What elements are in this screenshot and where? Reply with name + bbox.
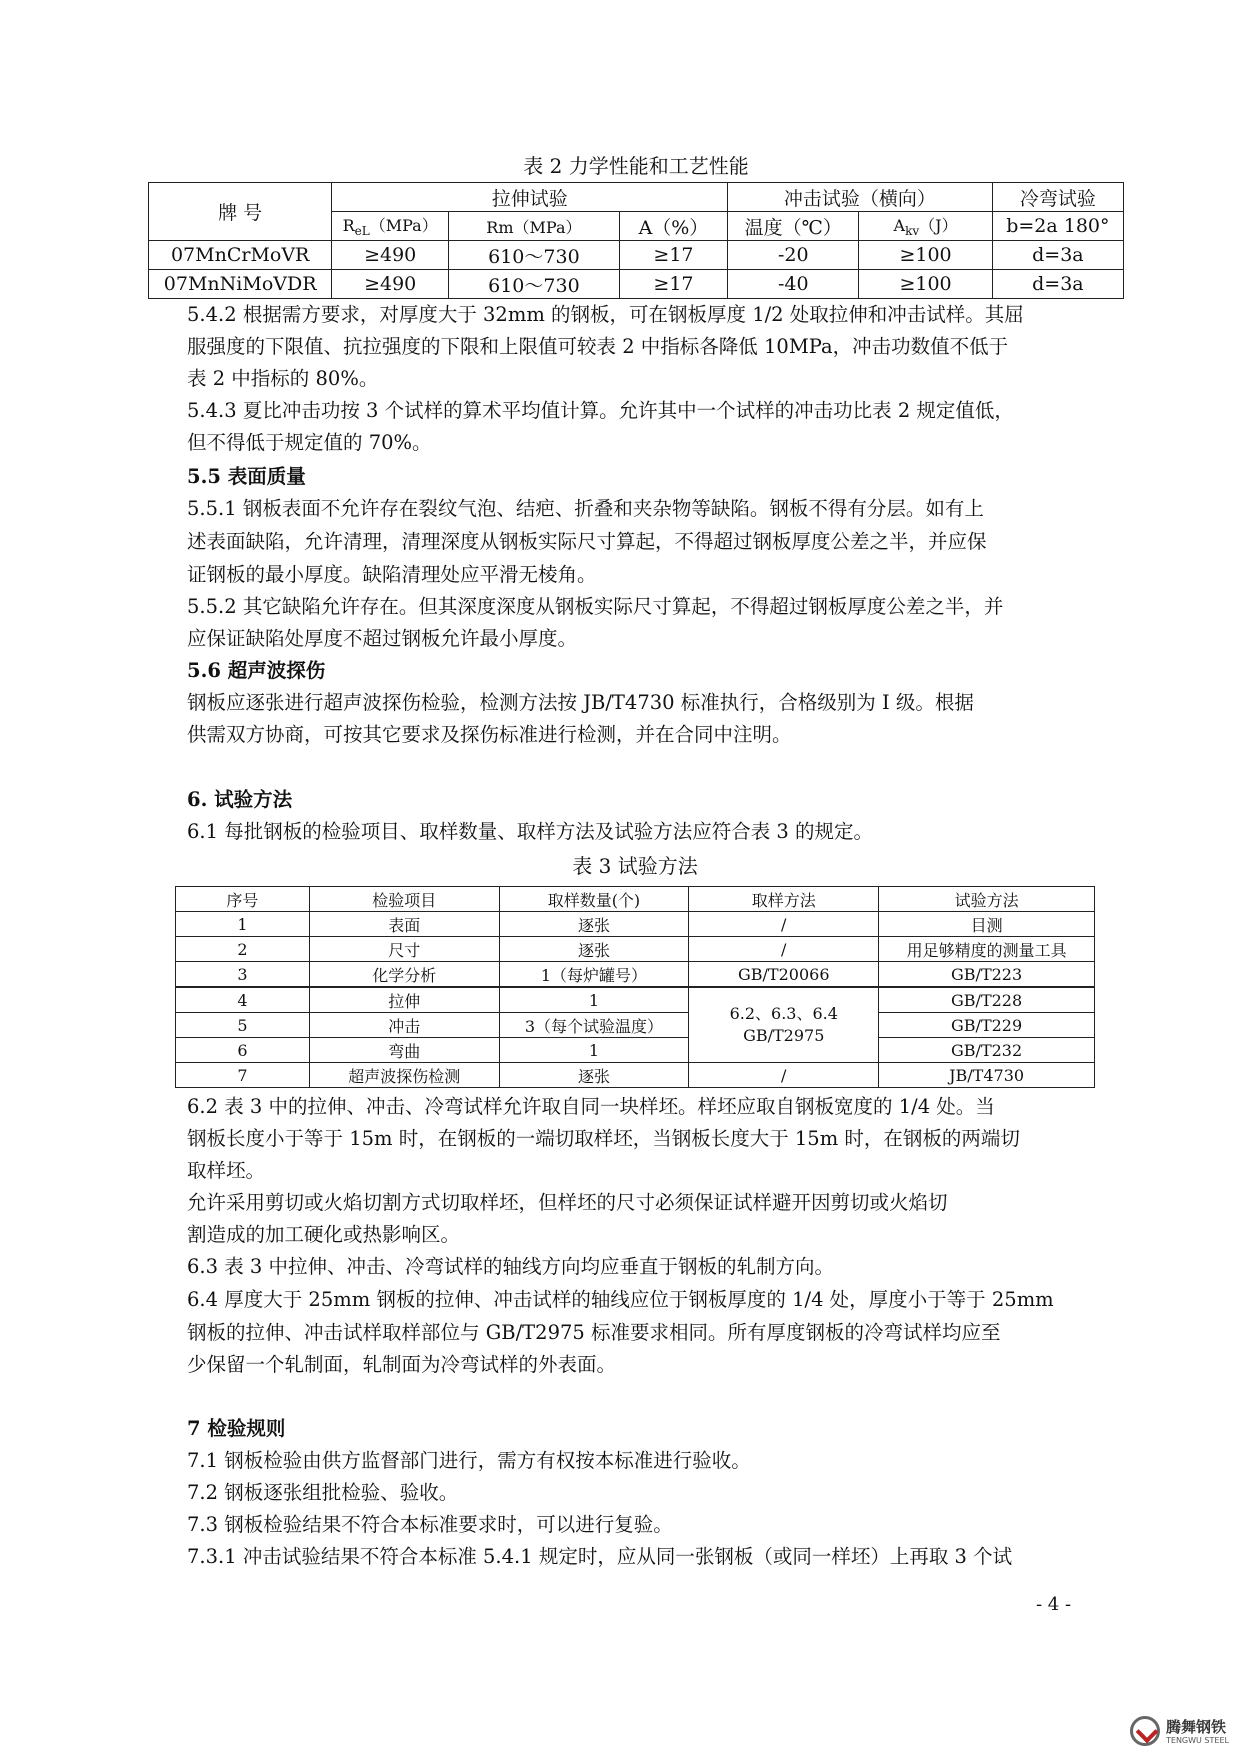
logo-mark-icon bbox=[1130, 1716, 1160, 1746]
table-cell: / bbox=[689, 937, 879, 962]
rel-sub: eL bbox=[354, 224, 370, 239]
text-line: 7.2 钢板逐张组批检验、验收。 bbox=[187, 1481, 459, 1504]
header-cell: 取样数量(个) bbox=[499, 887, 689, 912]
table-row bbox=[149, 241, 1124, 270]
table-cell: -40 bbox=[728, 270, 859, 299]
table-cell: GB/T223 bbox=[879, 962, 1095, 988]
table-cell: 4 bbox=[176, 987, 310, 1013]
text-line: 钢板长度小于等于 15m 时，在钢板的一端切取样坯，当钢板长度大于 15m 时，在钢板的两端切 bbox=[187, 1127, 1020, 1150]
logo-text-cn: 腾舞钢铁 bbox=[1166, 1718, 1227, 1736]
table-row bbox=[176, 912, 1095, 937]
table-row bbox=[176, 937, 1095, 962]
table-cell: 1 bbox=[176, 912, 310, 937]
table-cell: 拉伸 bbox=[309, 987, 499, 1013]
table-cell: 目测 bbox=[879, 912, 1095, 937]
table-cell: 07MnNiMoVDR bbox=[149, 270, 332, 299]
table2-caption: 表 2 力学性能和工艺性能 bbox=[523, 154, 749, 178]
table-row bbox=[176, 987, 1095, 1013]
text-line: 钢板应逐张进行超声波探伤检验，检测方法按 JB/T4730 标准执行，合格级别为 I 级。根据 bbox=[187, 691, 974, 714]
header-temp: 温度（℃） bbox=[728, 212, 859, 241]
text-line: 应保证缺陷处厚度不超过钢板允许最小厚度。 bbox=[187, 627, 578, 650]
table-cell: ≥17 bbox=[619, 270, 727, 299]
akv-unit: （J） bbox=[919, 216, 958, 236]
table-cell: 冲击 bbox=[309, 1013, 499, 1038]
merged-sampling-method-cell bbox=[689, 987, 879, 1063]
table-cell: GB/T229 bbox=[879, 1013, 1095, 1038]
table-cell: 尺寸 bbox=[309, 937, 499, 962]
section-heading: 6. 试验方法 bbox=[187, 788, 293, 811]
text-line: 7.3.1 冲击试验结果不符合本标准 5.4.1 规定时，应从同一张钢板（或同一样坯）上再取 3 个试 bbox=[187, 1545, 1013, 1568]
header-brand: 牌 号 bbox=[149, 183, 332, 241]
text-line: 服强度的下限值、抗拉强度的下限和上限值可较表 2 中指标各降低 10MPa，冲击功数值不低于 bbox=[187, 335, 1009, 358]
table-cell: ≥490 bbox=[332, 241, 449, 270]
header-cell: 试验方法 bbox=[879, 887, 1095, 912]
table-row bbox=[149, 270, 1124, 299]
text-line: 5.5.2 其它缺陷允许存在。但其深度深度从钢板实际尺寸算起，不得超过钢板厚度公差之半，并 bbox=[187, 595, 1004, 618]
rel-base: R bbox=[342, 216, 355, 236]
text-line: 6.1 每批钢板的检验项目、取样数量、取样方法及试验方法应符合表 3 的规定。 bbox=[187, 820, 874, 843]
header-cell: 检验项目 bbox=[309, 887, 499, 912]
text-line: 供需双方协商，可按其它要求及探伤标准进行检测，并在合同中注明。 bbox=[187, 723, 792, 746]
text-line: 5.5.1 钢板表面不允许存在裂纹气泡、结疤、折叠和夹杂物等缺陷。钢板不得有分层。如有上 bbox=[187, 497, 984, 520]
text-line: 6.4 厚度大于 25mm 钢板的拉伸、冲击试样的轴线应位于钢板厚度的 1/4 处，厚度小于等于 25mm bbox=[187, 1288, 1054, 1311]
header-rel bbox=[332, 212, 449, 241]
text-line: 允许采用剪切或火焰切割方式切取样坯，但样坯的尺寸必须保证试样避开因剪切或火焰切 bbox=[187, 1191, 948, 1214]
header-b: b=2a 180° bbox=[992, 212, 1123, 241]
header-a: A（%） bbox=[619, 212, 727, 241]
table-cell: GB/T232 bbox=[879, 1038, 1095, 1063]
rel-unit: （MPa） bbox=[369, 216, 438, 236]
akv-sub: kv bbox=[905, 224, 920, 239]
table-row bbox=[176, 1038, 1095, 1063]
table-cell: JB/T4730 bbox=[879, 1063, 1095, 1088]
table-cell: GB/T20066 bbox=[689, 962, 879, 988]
text-line: 7.3 钢板检验结果不符合本标准要求时，可以进行复验。 bbox=[187, 1513, 673, 1536]
text-line: 但不得低于规定值的 70%。 bbox=[187, 431, 432, 454]
text-line: 7.1 钢板检验由供方监督部门进行，需方有权按本标准进行验收。 bbox=[187, 1449, 751, 1472]
table-cell: 用足够精度的测量工具 bbox=[879, 937, 1095, 962]
table-cell: ≥490 bbox=[332, 270, 449, 299]
table-cell: 超声波探伤检测 bbox=[309, 1063, 499, 1088]
table-cell: / bbox=[689, 1063, 879, 1088]
mechanical-properties-table bbox=[148, 182, 1124, 299]
table-cell: -20 bbox=[728, 241, 859, 270]
table-row bbox=[176, 1063, 1095, 1088]
akv-base: A bbox=[893, 216, 906, 236]
text-line: 少保留一个轧制面，轧制面为冷弯试样的外表面。 bbox=[187, 1353, 617, 1376]
table-cell: 610～730 bbox=[448, 241, 619, 270]
table-cell: 2 bbox=[176, 937, 310, 962]
table-cell: ≥100 bbox=[859, 241, 992, 270]
table-cell: 610～730 bbox=[448, 270, 619, 299]
text-line: 割造成的加工硬化或热影响区。 bbox=[187, 1223, 461, 1246]
table-cell: 07MnCrMoVR bbox=[149, 241, 332, 270]
text-line: 述表面缺陷，允许清理，清理深度从钢板实际尺寸算起，不得超过钢板厚度公差之半，并应保 bbox=[187, 530, 987, 553]
table-cell: / bbox=[689, 912, 879, 937]
header-rm: Rm（MPa） bbox=[448, 212, 619, 241]
table-cell: 1 bbox=[499, 1038, 689, 1063]
text-line: 6.3 表 3 中拉伸、冲击、冷弯试样的轴线方向均应垂直于钢板的轧制方向。 bbox=[187, 1255, 835, 1278]
table-row bbox=[176, 1013, 1095, 1038]
header-cell: 取样方法 bbox=[689, 887, 879, 912]
table-cell: 3 bbox=[176, 962, 310, 988]
table-cell: ≥100 bbox=[859, 270, 992, 299]
section-heading: 5.6 超声波探伤 bbox=[187, 659, 326, 682]
header-bend: 冷弯试验 bbox=[992, 183, 1123, 212]
table-row bbox=[176, 962, 1095, 988]
table-cell: GB/T228 bbox=[879, 987, 1095, 1013]
merged-method-line: 6.2、6.3、6.4 bbox=[729, 1004, 838, 1023]
merged-method-line: GB/T2975 bbox=[743, 1026, 825, 1045]
table-cell: d=3a bbox=[992, 270, 1123, 299]
table-cell: 1 bbox=[499, 987, 689, 1013]
text-line: 6.2 表 3 中的拉伸、冲击、冷弯试样允许取自同一块样坯。样坯应取自钢板宽度的 1/4 处。当 bbox=[187, 1095, 995, 1118]
table-cell: 3（每个试验温度） bbox=[499, 1013, 689, 1038]
section-heading: 7 检验规则 bbox=[187, 1417, 286, 1440]
header-tensile: 拉伸试验 bbox=[332, 183, 728, 212]
company-logo bbox=[1130, 1712, 1240, 1752]
table-cell: 6 bbox=[176, 1038, 310, 1063]
text-line: 证钢板的最小厚度。缺陷清理处应平滑无棱角。 bbox=[187, 563, 597, 586]
section-heading: 5.5 表面质量 bbox=[187, 465, 306, 488]
table3-caption: 表 3 试验方法 bbox=[572, 854, 698, 878]
table-cell: 表面 bbox=[309, 912, 499, 937]
header-akv bbox=[859, 212, 992, 241]
page-number: - 4 - bbox=[1036, 1594, 1072, 1615]
table-cell: ≥17 bbox=[619, 241, 727, 270]
table-cell: 5 bbox=[176, 1013, 310, 1038]
header-impact: 冲击试验（横向） bbox=[728, 183, 993, 212]
text-line: 表 2 中指标的 80%。 bbox=[187, 367, 379, 390]
text-line: 取样坯。 bbox=[187, 1159, 266, 1182]
logo-text-en: TENGWU STEEL bbox=[1166, 1736, 1229, 1745]
table-cell: 逐张 bbox=[499, 912, 689, 937]
header-cell: 序号 bbox=[176, 887, 310, 912]
text-line: 5.4.3 夏比冲击功按 3 个试样的算术平均值计算。允许其中一个试样的冲击功比表 2 规定值低， bbox=[187, 399, 1014, 422]
table-cell: 逐张 bbox=[499, 1063, 689, 1088]
table-cell: 化学分析 bbox=[309, 962, 499, 988]
text-line: 钢板的拉伸、冲击试样取样部位与 GB/T2975 标准要求相同。所有厚度钢板的冷弯试样均应至 bbox=[187, 1321, 1001, 1344]
test-method-table bbox=[175, 886, 1095, 1088]
table-cell: d=3a bbox=[992, 241, 1123, 270]
table-cell: 1（每炉罐号） bbox=[499, 962, 689, 988]
table-cell: 逐张 bbox=[499, 937, 689, 962]
text-line: 5.4.2 根据需方要求，对厚度大于 32mm 的钢板，可在钢板厚度 1/2 处取拉伸和冲击试样。其屈 bbox=[187, 303, 1024, 326]
table-cell: 弯曲 bbox=[309, 1038, 499, 1063]
table-cell: 7 bbox=[176, 1063, 310, 1088]
